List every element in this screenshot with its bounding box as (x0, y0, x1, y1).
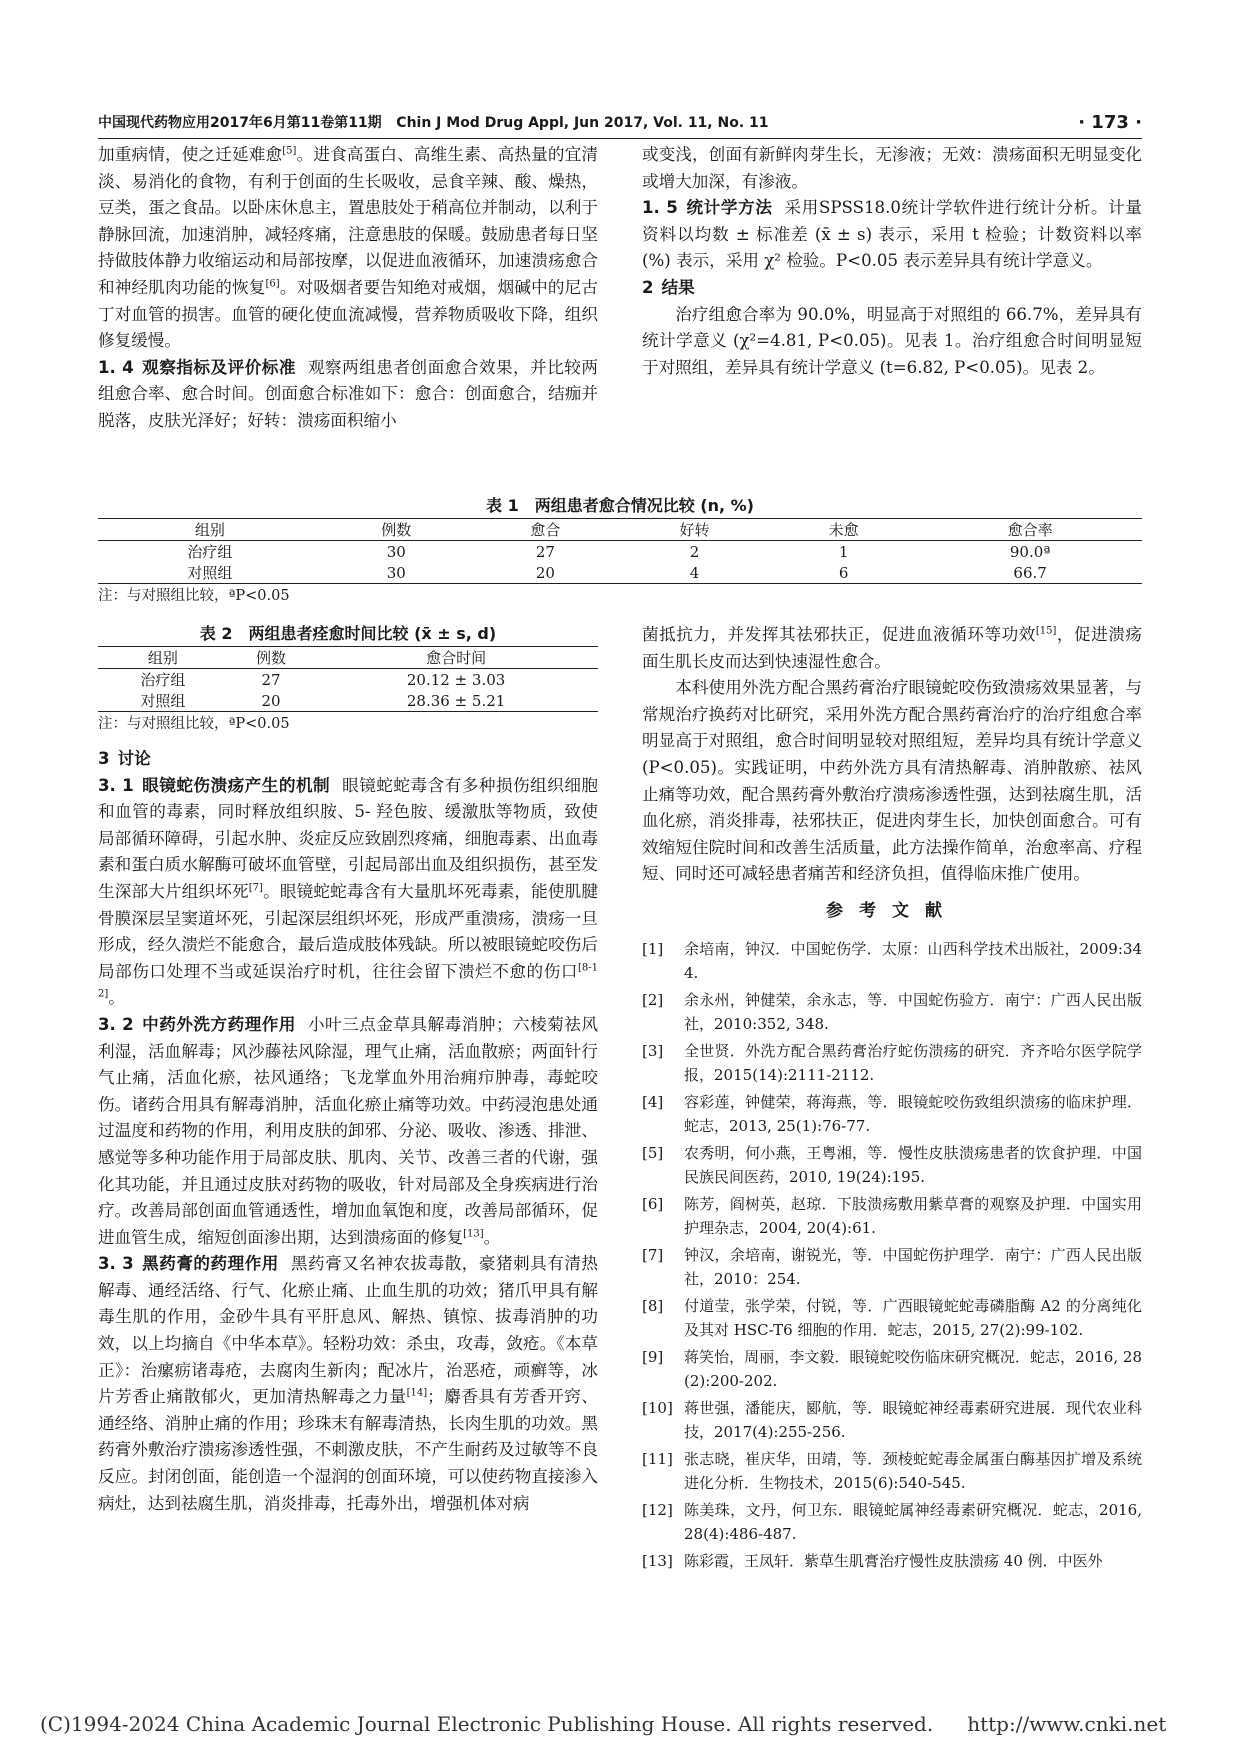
reference-item: [6] 陈芳，阎树英，赵琼．下肢溃疡敷用紫草膏的观察及护理．中国实用护理杂志，2004, 20(4):61. (642, 1194, 1142, 1237)
table-row: 治疗组 30 27 2 1 90.0ª (187, 542, 1051, 561)
reference-item: [9] 蒋笑怡，周丽，李文毅．眼镜蛇咬伤临床研究概况．蛇志，2016, 28(2):200-202. (642, 1347, 1142, 1390)
table-header-row (98, 647, 598, 669)
paragraph-care: 加重病情，使之迁延难愈[5]。进食高蛋白、高维生素、高热量的宜清淡、易消化的食物，有利于创面的生长吸收，忌食辛辣、酸、燥热，豆类，蛋之食品。以卧床休息主，置患肢处于稍高位并制动，以利于静脉回流，加速消肿，减轻疼痛，注意患肢的保暖。鼓励患者每日坚持做肢体静力收缩运动和局部按摩，以促进血液循环，加速溃疡愈合和神经肌肉功能的恢复[6]。对吸烟者要告知绝对戒烟，烟碱中的尼古丁对血管的损害。血管的硬化使血流减慢，营养物质吸收下降，组织修复缓慢。 (98, 145, 599, 351)
section-3-heading: 3 讨论 (98, 749, 151, 768)
table-header-cell: 例数 (322, 519, 471, 541)
journal-name-en: Chin J Mod Drug Appl, Jun 2017, Vol. 11, No. 11 (396, 115, 769, 131)
table-2-block (98, 622, 598, 736)
table-header-cell: 组别 (98, 519, 322, 541)
right-column-top (642, 142, 1142, 381)
section-title: 黑药膏的药理作用 (141, 1254, 279, 1274)
section-number: 3. 2 (98, 1014, 134, 1034)
paragraph-continuation: 菌抵抗力，并发挥其祛邪扶正，促进血液循环等功效[15]，促进溃疡面生肌长皮而达到快速湿性愈合。 (642, 625, 1143, 671)
section-number: 3. 3 (98, 1254, 134, 1274)
section-title: 统计学方法 (685, 198, 773, 218)
table-header-row (98, 519, 1142, 541)
reference-item: [11] 张志晓，崔庆华，田靖，等．颈棱蛇蛇毒金属蛋白酶基因扩增及系统进化分析．生物技术，2015(6):540-545. (642, 1449, 1142, 1492)
section-2-heading: 2 结果 (642, 277, 695, 297)
reference-item: [3] 全世贤．外洗方配合黑药膏治疗蛇伤溃疡的研究．齐齐哈尔医学院学报，2015(14):2111-2112. (642, 1041, 1142, 1084)
table-1-note: 注：与对照组比较，ªP<0.05 (98, 588, 290, 604)
section-title: 中药外洗方药理作用 (141, 1014, 296, 1034)
reference-item: [8] 付道莹，张学荣，付锐，等．广西眼镜蛇蛇毒磷脂酶 A2 的分离纯化及其对 HSC-T6 细胞的作用．蛇志，2015, 27(2):99-102. (642, 1296, 1142, 1339)
table-1-block (98, 494, 1142, 608)
section-number: 1. 5 (642, 198, 678, 218)
citation: [6] (265, 278, 280, 290)
section-3-2: 3. 2 中药外洗方药理作用 小叶三点金草具解毒消肿；六棱菊祛风利湿，活血解毒；风沙藤祛风除湿，理气止痛，活血散瘀；两面针行气止痛，活血化瘀，祛风通络；飞龙掌血外用治痈疖肿毒，毒蛇咬伤。诸药合用具有解毒消肿，活血化瘀止痛等功效。中药浸泡患处通过温度和药物的作用，利用皮肤的卸邪、分泌、吸收、渗透、排泄、感觉等多种功能作用于局部皮肤、肌肉、关节、改善三者的代谢，强化其功能，并且通过皮肤对药物的吸收，针对局部及全身疾病进行治疗。改善局部创面血管通透性，增加血氧饱和度，改善局部循环，促进血管生成，缩短创面渗出期，达到溃疡面的修复[13]。 (98, 1014, 598, 1247)
reference-item: [12] 陈美珠，文丹，何卫东．眼镜蛇属神经毒素研究概况．蛇志，2016, 28(4):486-487. (642, 1500, 1142, 1543)
cnki-link[interactable]: http://www.cnki.net (967, 1712, 1167, 1736)
table-row: 对照组 20 28.36 ± 5.21 (98, 690, 598, 712)
copyright-footer (40, 1712, 1166, 1736)
reference-item: [5] 农秀明，何小燕，王粤湘，等．慢性皮肤溃疡患者的饮食护理．中国民族民间医药，2010, 19(24):195. (642, 1143, 1142, 1186)
references-title: 参考文献 (826, 900, 958, 921)
section-3-1: 3. 1 眼镜蛇伤溃疡产生的机制 眼镜蛇蛇毒含有多种损伤组织细胞和血管的毒素，同时释放组织胺、5- 羟色胺、缓激肽等物质，致使局部循环障碍，引起水肿、炎症反应致剧烈疼痛，细胞毒素、出血毒素和蛋白质水解酶可破坏血管壁，引起局部出血及组织损伤，甚至发生深部大片组织坏死[7]。眼镜蛇蛇毒含有大量肌坏死毒素，能使肌腱骨膜深层呈窦道坏死，引起深层组织坏死，形成严重溃疡，溃疡一旦形成，经久溃烂不能愈合，最后造成肢体残缺。所以被眼镜蛇咬伤后局部伤口处理不当或延误治疗时机，往往会留下溃烂不愈的伤口[8-12]。 (98, 775, 599, 1008)
paragraph-criteria: 或变浅，创面有新鲜肉芽生长，无渗液；无效：溃疡面积无明显变化或增大加深，有渗液。 (642, 145, 1142, 191)
reference-item: [13] 陈彩霞，王凤轩．紫草生肌膏治疗慢性皮肤溃疡 40 例．中医外 (642, 1551, 1103, 1570)
right-column-bottom (642, 622, 1142, 1576)
table-2 (98, 646, 598, 712)
references-list (642, 937, 1142, 1573)
table-header-cell: 组别 (98, 647, 228, 669)
citation: [15] (1035, 625, 1057, 637)
citation: [14] (406, 1387, 428, 1399)
table-header-cell: 愈合 (471, 519, 620, 541)
citation: [8-12] (98, 962, 598, 1000)
section-title: 观察指标及评价标准 (141, 357, 296, 377)
table-header-cell: 好转 (620, 519, 769, 541)
table-1 (98, 518, 1142, 584)
table-header-cell: 愈合时间 (314, 647, 598, 669)
table-2-note: 注：与对照组比较，ªP<0.05 (98, 716, 290, 732)
reference-item: [2] 余永州，钟健荣，余永志，等．中国蛇伤验方．南宁：广西人民出版社，2010:352, 348. (642, 990, 1142, 1033)
left-column-top (98, 142, 598, 435)
running-header (98, 112, 1142, 139)
table-header-cell: 例数 (228, 647, 315, 669)
copyright-text: (C)1994-2024 China Academic Journal Electronic Publishing House. All rights reserved. (40, 1712, 934, 1736)
citation: [13] (463, 1228, 484, 1240)
section-1-5 (642, 195, 1142, 275)
left-column-bottom (98, 746, 598, 1517)
reference-item: [1] 余培南，钟汉．中国蛇伤学．太原：山西科学技术出版社，2009:344. (642, 939, 1142, 982)
table-2-caption: 表 2 两组患者痊愈时间比较 (x̄ ± s, d) (199, 624, 497, 643)
section-1-4 (98, 355, 598, 435)
table-row: 治疗组 27 20.12 ± 3.03 (140, 670, 506, 689)
reference-item: [10] 蒋世强，潘能庆，郾航，等．眼镜蛇神经毒素研究进展．现代农业科技，2017(4):255-256. (642, 1398, 1142, 1441)
journal-info (98, 112, 769, 134)
table-row: 对照组 30 20 4 6 66.7 (98, 562, 1142, 584)
reference-item: [7] 钟汉，余培南，谢锐光，等．中国蛇伤护理学．南宁：广西人民出版社，2010：254. (642, 1245, 1142, 1288)
citation: [7] (248, 882, 263, 894)
reference-item: [4] 容彩莲，钟健荣，蒋海燕，等．眼镜蛇咬伤致组织溃疡的临床护理．蛇志，2013, 25(1):76-77. (642, 1092, 1142, 1135)
section-text: 采用SPSS18.0统计学软件进行统计分析。计量资料以均数 ± 标准差 (x̄ ± s) 表示，采用 t 检验；计数资料以率 (%) 表示，采用 χ² 检验。P<0.05 表示差异具有统计学意义。 (642, 198, 1142, 271)
table-header-cell: 愈合率 (918, 519, 1142, 541)
page-number: · 173 · (1078, 112, 1142, 133)
journal-name: 中国现代药物应用2017年6月第11卷第11期 (98, 115, 382, 131)
section-3-3: 3. 3 黑药膏的药理作用 黑药膏又名神农拔毒散，豪猪刺具有清热解毒、通经活络、行气、化瘀止痛、止血生肌的功效；猪爪甲具有解毒生肌的作用，金砂牛具有平肝息风、解热、镇惊、拔毒消肿的功效，以上均摘自《中华本草》。轻粉功效：杀虫，攻毒，敛疮。《本草正》：治瘰疬诸毒疮，去腐肉生新肉；配冰片，治恶疮，顽癣等，冰片芳香止痛散郁火，更加清热解毒之力量[14]；麝香具有芳香开窍、通经络、消肿止痛的作用；珍珠末有解毒清热，长肉生肌的功效。黑药膏外敷治疗溃疡渗透性强，不刺激皮肤，不产生耐药及过敏等不良反应。封闭创面，能创造一个湿润的创面环境，可以使药物直接渗入病灶，达到祛腐生肌，消炎排毒，托毒外出，增强机体对病 (98, 1254, 599, 1513)
citation: [5] (282, 145, 297, 157)
section-number: 3. 1 (98, 775, 134, 795)
section-number: 1. 4 (98, 357, 134, 377)
table-header-cell: 未愈 (769, 519, 918, 541)
table-1-caption: 表 1 两组患者愈合情况比较 (n, %) (486, 496, 754, 515)
section-text: 观察两组患者创面愈合效果，并比较两组愈合率、愈合时间。创面愈合标准如下：愈合：创面愈合，结痂并脱落，皮肤光泽好；好转：溃疡面积缩小 (98, 357, 598, 430)
results-paragraph: 治疗组愈合率为 90.0%，明显高于对照组的 66.7%，差异具有统计学意义 (χ²=4.81, P<0.05)。见表 1。治疗组愈合时间明显短于对照组，差异具有统计学意义 (t=6.82, P<0.05)。见表 2。 (642, 304, 1142, 377)
conclusion-paragraph: 本科使用外洗方配合黑药膏治疗眼镜蛇咬伤致溃疡效果显著，与常规治疗换药对比研究，采用外洗方配合黑药膏治疗的治疗组愈合率明显高于对照组，愈合时间明显较对照组短，差异均具有统计学意义 (P<0.05)。实践证明，中药外洗方具有清热解毒、消肿散瘀、祛风止痛等功效，配合黑药膏外敷治疗溃疡渗透性强，达到祛腐生肌，活血化瘀，消炎排毒，祛邪扶正，促进肉芽生长，加快创面愈合。可有效缩短住院时间和改善生活质量，此方法操作简单，治愈率高、疗程短、同时还可减轻患者痛苦和经济负担，值得临床推广使用。 (642, 678, 1142, 884)
section-title: 眼镜蛇伤溃疡产生的机制 (141, 775, 331, 795)
